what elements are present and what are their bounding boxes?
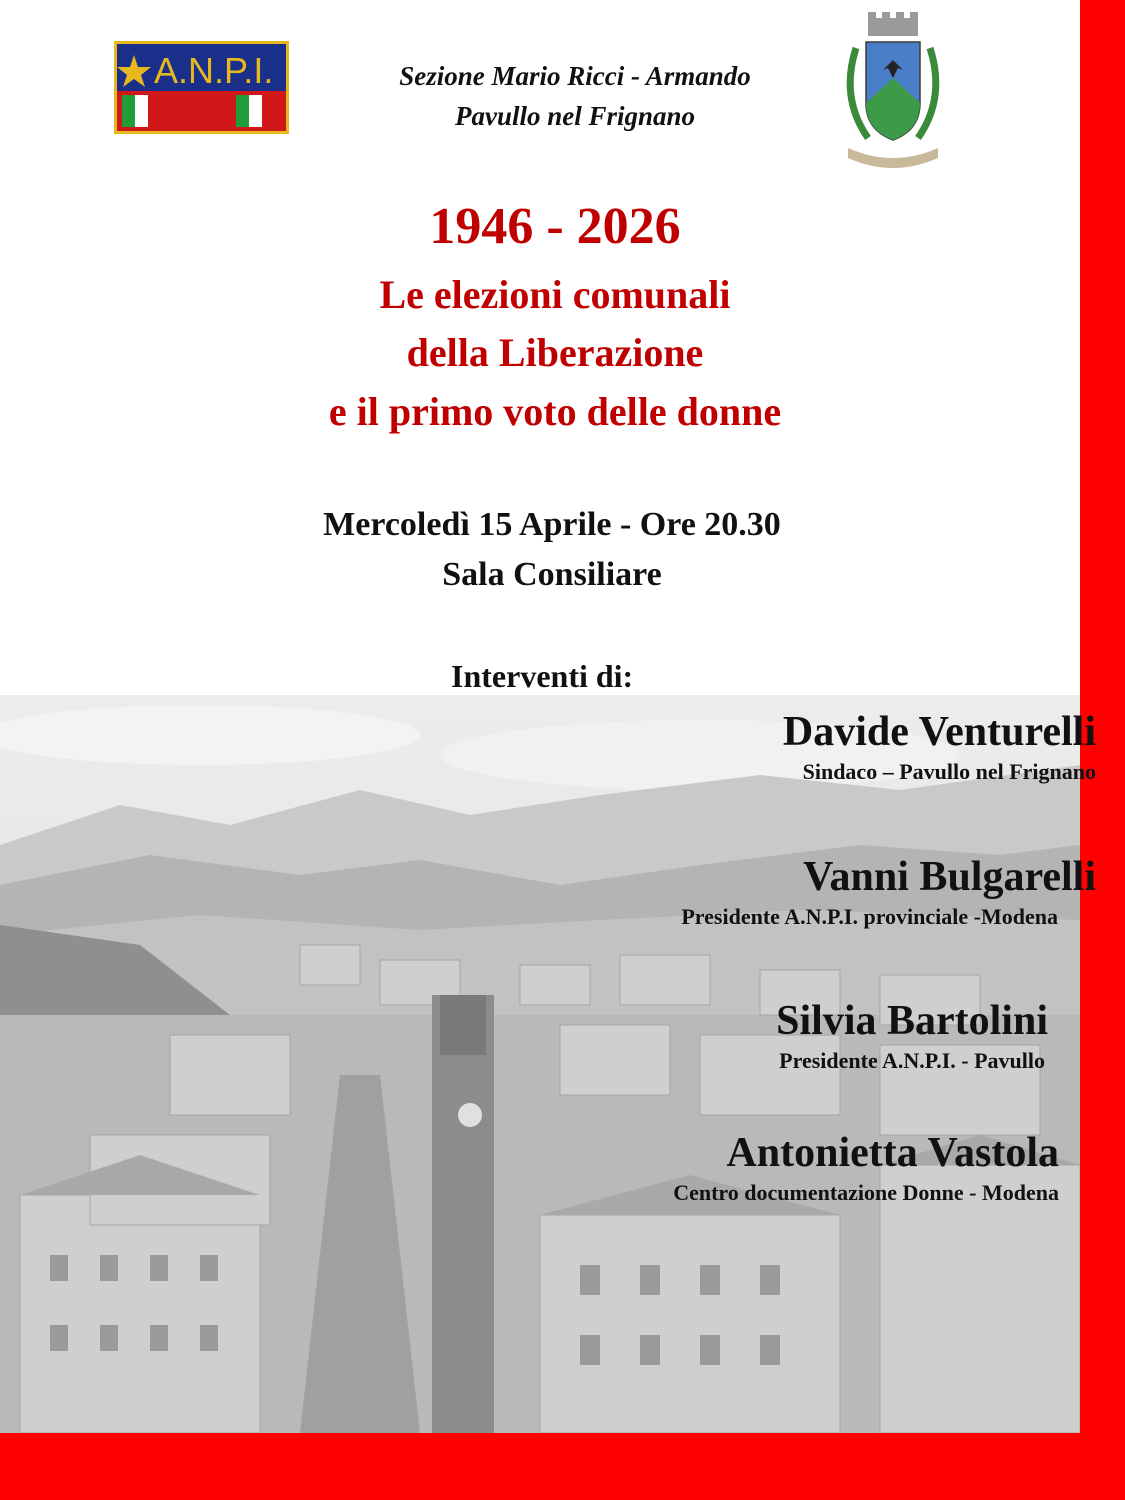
event-years: 1946 - 2026	[429, 198, 681, 255]
event-title-line-3: e il primo voto delle donne	[328, 389, 782, 434]
anpi-logo-icon	[114, 41, 289, 134]
section-town: Pavullo nel Frignano	[454, 101, 696, 131]
anpi-logo-text: A.N.P.I.	[154, 50, 274, 91]
section-header	[320, 56, 830, 136]
speakers-label: Interventi di:	[451, 658, 634, 694]
speaker-2	[681, 852, 1096, 932]
speaker-role: Centro documentazione Donne - Modena	[673, 1180, 1059, 1205]
speaker-role: Presidente A.N.P.I. - Pavullo	[779, 1048, 1045, 1073]
speaker-4	[673, 1128, 1059, 1208]
anpi-logo	[114, 41, 289, 134]
speaker-name: Vanni Bulgarelli	[803, 854, 1096, 900]
section-name: Sezione Mario Ricci - Armando	[399, 61, 751, 91]
speaker-role: Sindaco – Pavullo nel Frignano	[802, 759, 1096, 784]
speaker-role: Presidente A.N.P.I. provinciale -Modena	[681, 904, 1058, 929]
red-frame-bottom	[0, 1433, 1125, 1500]
speaker-name: Antonietta Vastola	[726, 1130, 1059, 1176]
municipal-coat-of-arms-icon	[838, 8, 948, 180]
speaker-name: Silvia Bartolini	[776, 998, 1048, 1044]
event-title-line-2: della Liberazione	[406, 330, 704, 375]
speaker-3	[776, 996, 1048, 1076]
municipal-crest	[838, 8, 948, 180]
speaker-name: Davide Venturelli	[782, 709, 1096, 755]
event-date-time: Mercoledì 15 Aprile - Ore 20.30	[323, 506, 781, 543]
event-title-line-1: Le elezioni comunali	[379, 272, 731, 317]
speaker-1	[783, 707, 1096, 787]
event-venue: Sala Consiliare	[442, 556, 662, 593]
